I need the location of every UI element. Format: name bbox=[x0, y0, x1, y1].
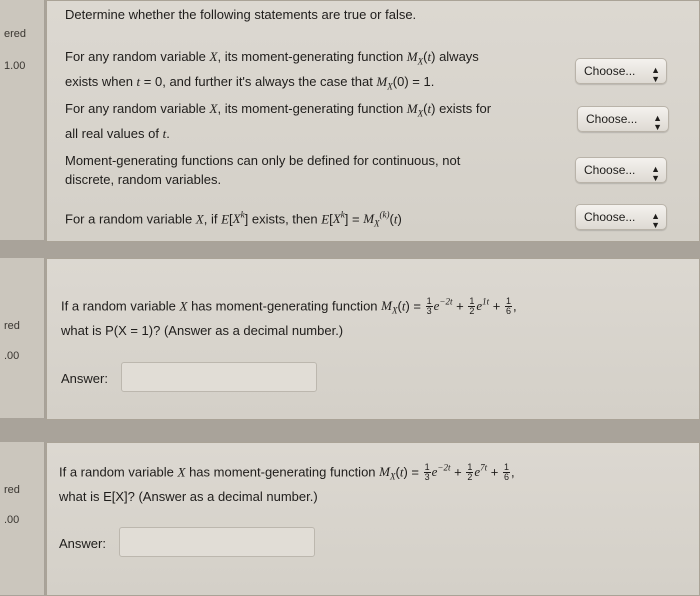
q3-sidebar bbox=[0, 442, 45, 595]
q1-sidebar bbox=[0, 0, 45, 240]
select-arrows-icon: ▲ ▼ bbox=[651, 211, 660, 230]
q2-answer-label: Answer: bbox=[61, 371, 108, 386]
q1-statement-3-select[interactable]: Choose... ▲ ▼ bbox=[575, 157, 667, 183]
select-arrows-icon: ▲ ▼ bbox=[651, 65, 660, 84]
q1-statement-1-select[interactable]: Choose... ▲ ▼ bbox=[575, 58, 667, 84]
q2-prompt: If a random variable X has moment-generating function $M_X(t)$ = $\frac{1}{3}$ $e^{-2t}$ + $\frac{1}{2}$ $e^{1t}$ + $\frac{1}{6}$ , what is P(X = 1)? (Answer as a decimal number.) bbox=[61, 296, 517, 338]
question-3-panel bbox=[46, 442, 700, 596]
select-arrows-icon: ▲ ▼ bbox=[651, 164, 660, 183]
question-2-panel bbox=[46, 258, 700, 420]
q1-statement-2: For any random variable X, its moment-generating function $M_X(t)$ exists for all real values of t. bbox=[65, 101, 492, 141]
q1-statement-2-select[interactable]: Choose... ▲ ▼ bbox=[577, 106, 669, 132]
select-arrows-icon: ▲ ▼ bbox=[653, 113, 662, 132]
q1-statement-4-select[interactable]: Choose... ▲ ▼ bbox=[575, 204, 667, 230]
q1-mark: 1.00 bbox=[4, 60, 26, 72]
q2-sidebar bbox=[0, 258, 45, 418]
q1-statement-4: For a random variable X, if $E[X^k]$ exists, then $E[X^k] = M_X^{(k)}(t)$ bbox=[65, 210, 402, 229]
q3-status: red bbox=[4, 484, 20, 496]
q1-statement-3: Moment-generating functions can only be defined for continuous, not discrete, random variables. bbox=[65, 153, 461, 187]
question-1-panel bbox=[46, 0, 700, 242]
q2-status: red bbox=[4, 320, 20, 332]
q2-mark: .00 bbox=[4, 350, 20, 362]
q2-answer-input[interactable] bbox=[121, 362, 317, 392]
q1-statement-1: For any random variable X, its moment-generating function $M_X(t)$ always exists when t = 0, and further it's always the case that $M_X(0) = 1$. bbox=[65, 49, 479, 92]
q1-intro: Determine whether the following statements are true or false. bbox=[65, 7, 417, 22]
q3-prompt: If a random variable X has moment-generating function $M_X(t)$ = $\frac{1}{3}$ $e^{-2t}$ + $\frac{1}{2}$ $e^{7t}$ + $\frac{1}{6}$ , what is E[X]? (Answer as a decimal number.) bbox=[59, 462, 515, 504]
q3-answer-input[interactable] bbox=[119, 527, 315, 557]
q3-mark: .00 bbox=[4, 514, 20, 526]
q3-answer-label: Answer: bbox=[59, 536, 106, 551]
q1-status: ered bbox=[4, 28, 27, 40]
